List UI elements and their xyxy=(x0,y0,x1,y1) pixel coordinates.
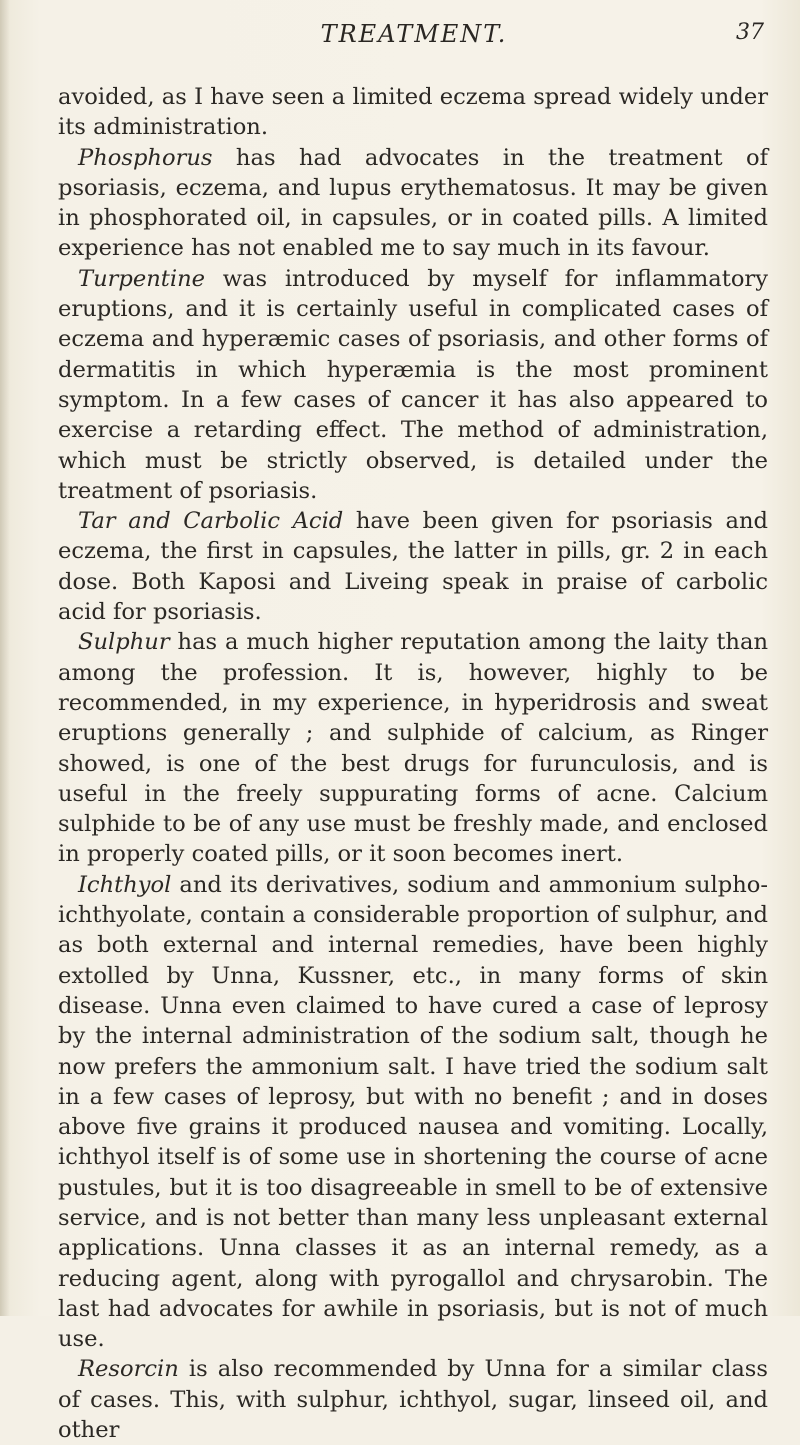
paragraph-text: was introduced by myself for inflammatory eruptions, and it is certainly useful in complicated cases of eczema and hyperæmic cases of psoriasis, and other forms of dermatitis in which hyperæmia is the most prominent symptom. In a few cases of cancer it has also appeared to exercise a retarding effect. The method of administration, which must be strictly observed, is detailed under the treatment of psoriasis. xyxy=(58,265,768,504)
paragraph-turpentine xyxy=(58,264,768,506)
paragraph-continuation xyxy=(58,82,768,143)
paragraph-tar-carbolic-acid xyxy=(58,506,768,627)
page-number: 37 xyxy=(736,20,764,45)
paragraph-ichthyol xyxy=(58,870,768,1355)
paragraph-text: is also recommended by Unna for a similar class of cases. This, with sulphur, ichthyol, sugar, linseed oil, and other xyxy=(58,1356,768,1444)
paragraph-text: has a much higher reputation among the laity than among the profession. It is, however, highly to be recommended, in my experience, in hyperidrosis and sweat eruptions generally ; and sulphide of calcium, as Ringer showed, is one of the best drugs for furunculosis, and is useful in the freely suppurating forms of acne. Calcium sulphide to be of any use must be freshly made, and enclosed in properly coated pills, or it soon becomes inert. xyxy=(58,629,768,868)
paragraph-lead-term: Turpentine xyxy=(78,265,206,292)
paragraph-lead-term: Ichthyol xyxy=(78,871,172,898)
running-title: TREATMENT. xyxy=(320,20,508,48)
paragraph-lead-term: Sulphur xyxy=(78,629,170,656)
paragraph-lead-term: Tar and Carbolic Acid xyxy=(78,508,344,535)
paragraph-text: and its derivatives, sodium and ammonium sulpho-ichthyolate, contain a considerable proportion of sulphur, and as both external and internal remedies, have been highly extolled by Unna, Kussner, etc., in many forms of skin disease. Unna even claimed to have cured a case of leprosy by the internal administration of the sodium salt, though he now prefers the ammonium salt. I have tried the sodium salt in a few cases of leprosy, but with no benefit ; and in doses above five grains it produced nausea and vomiting. Locally, ichthyol itself is of some use in shortening the course of acne pustules, but it is too disagreeable in smell to be of extensive service, and is not better than many less unpleasant external applications. Unna classes it as an internal remedy, as a reducing agent, along with pyrogallol and chrysarobin. The last had advocates for awhile in psoriasis, but is not of much use. xyxy=(58,871,768,1353)
paragraph-phosphorus xyxy=(58,143,768,264)
page-header xyxy=(64,14,764,54)
paragraph-sulphur xyxy=(58,627,768,869)
paragraph-text: has had advocates in the treatment of psoriasis, eczema, and lupus erythematosus. It may be given in phosphorated oil, in capsules, or in coated pills. A limited experience has not enabled me to say much in its favour. xyxy=(58,144,768,262)
paragraph-resorcin xyxy=(58,1354,768,1445)
paragraph-text: have been given for psoriasis and eczema, the first in capsules, the latter in pills, gr. 2 in each dose. Both Kaposi and Liveing speak in praise of carbolic acid for psoriasis. xyxy=(58,508,768,626)
paragraph-lead-term: Resorcin xyxy=(78,1356,179,1383)
page-spine-shadow xyxy=(0,0,10,1316)
body-text xyxy=(58,82,768,1445)
paragraph-lead-term: Phosphorus xyxy=(78,144,213,171)
paragraph-text: avoided, as I have seen a limited eczema spread widely under its administration. xyxy=(58,84,768,141)
